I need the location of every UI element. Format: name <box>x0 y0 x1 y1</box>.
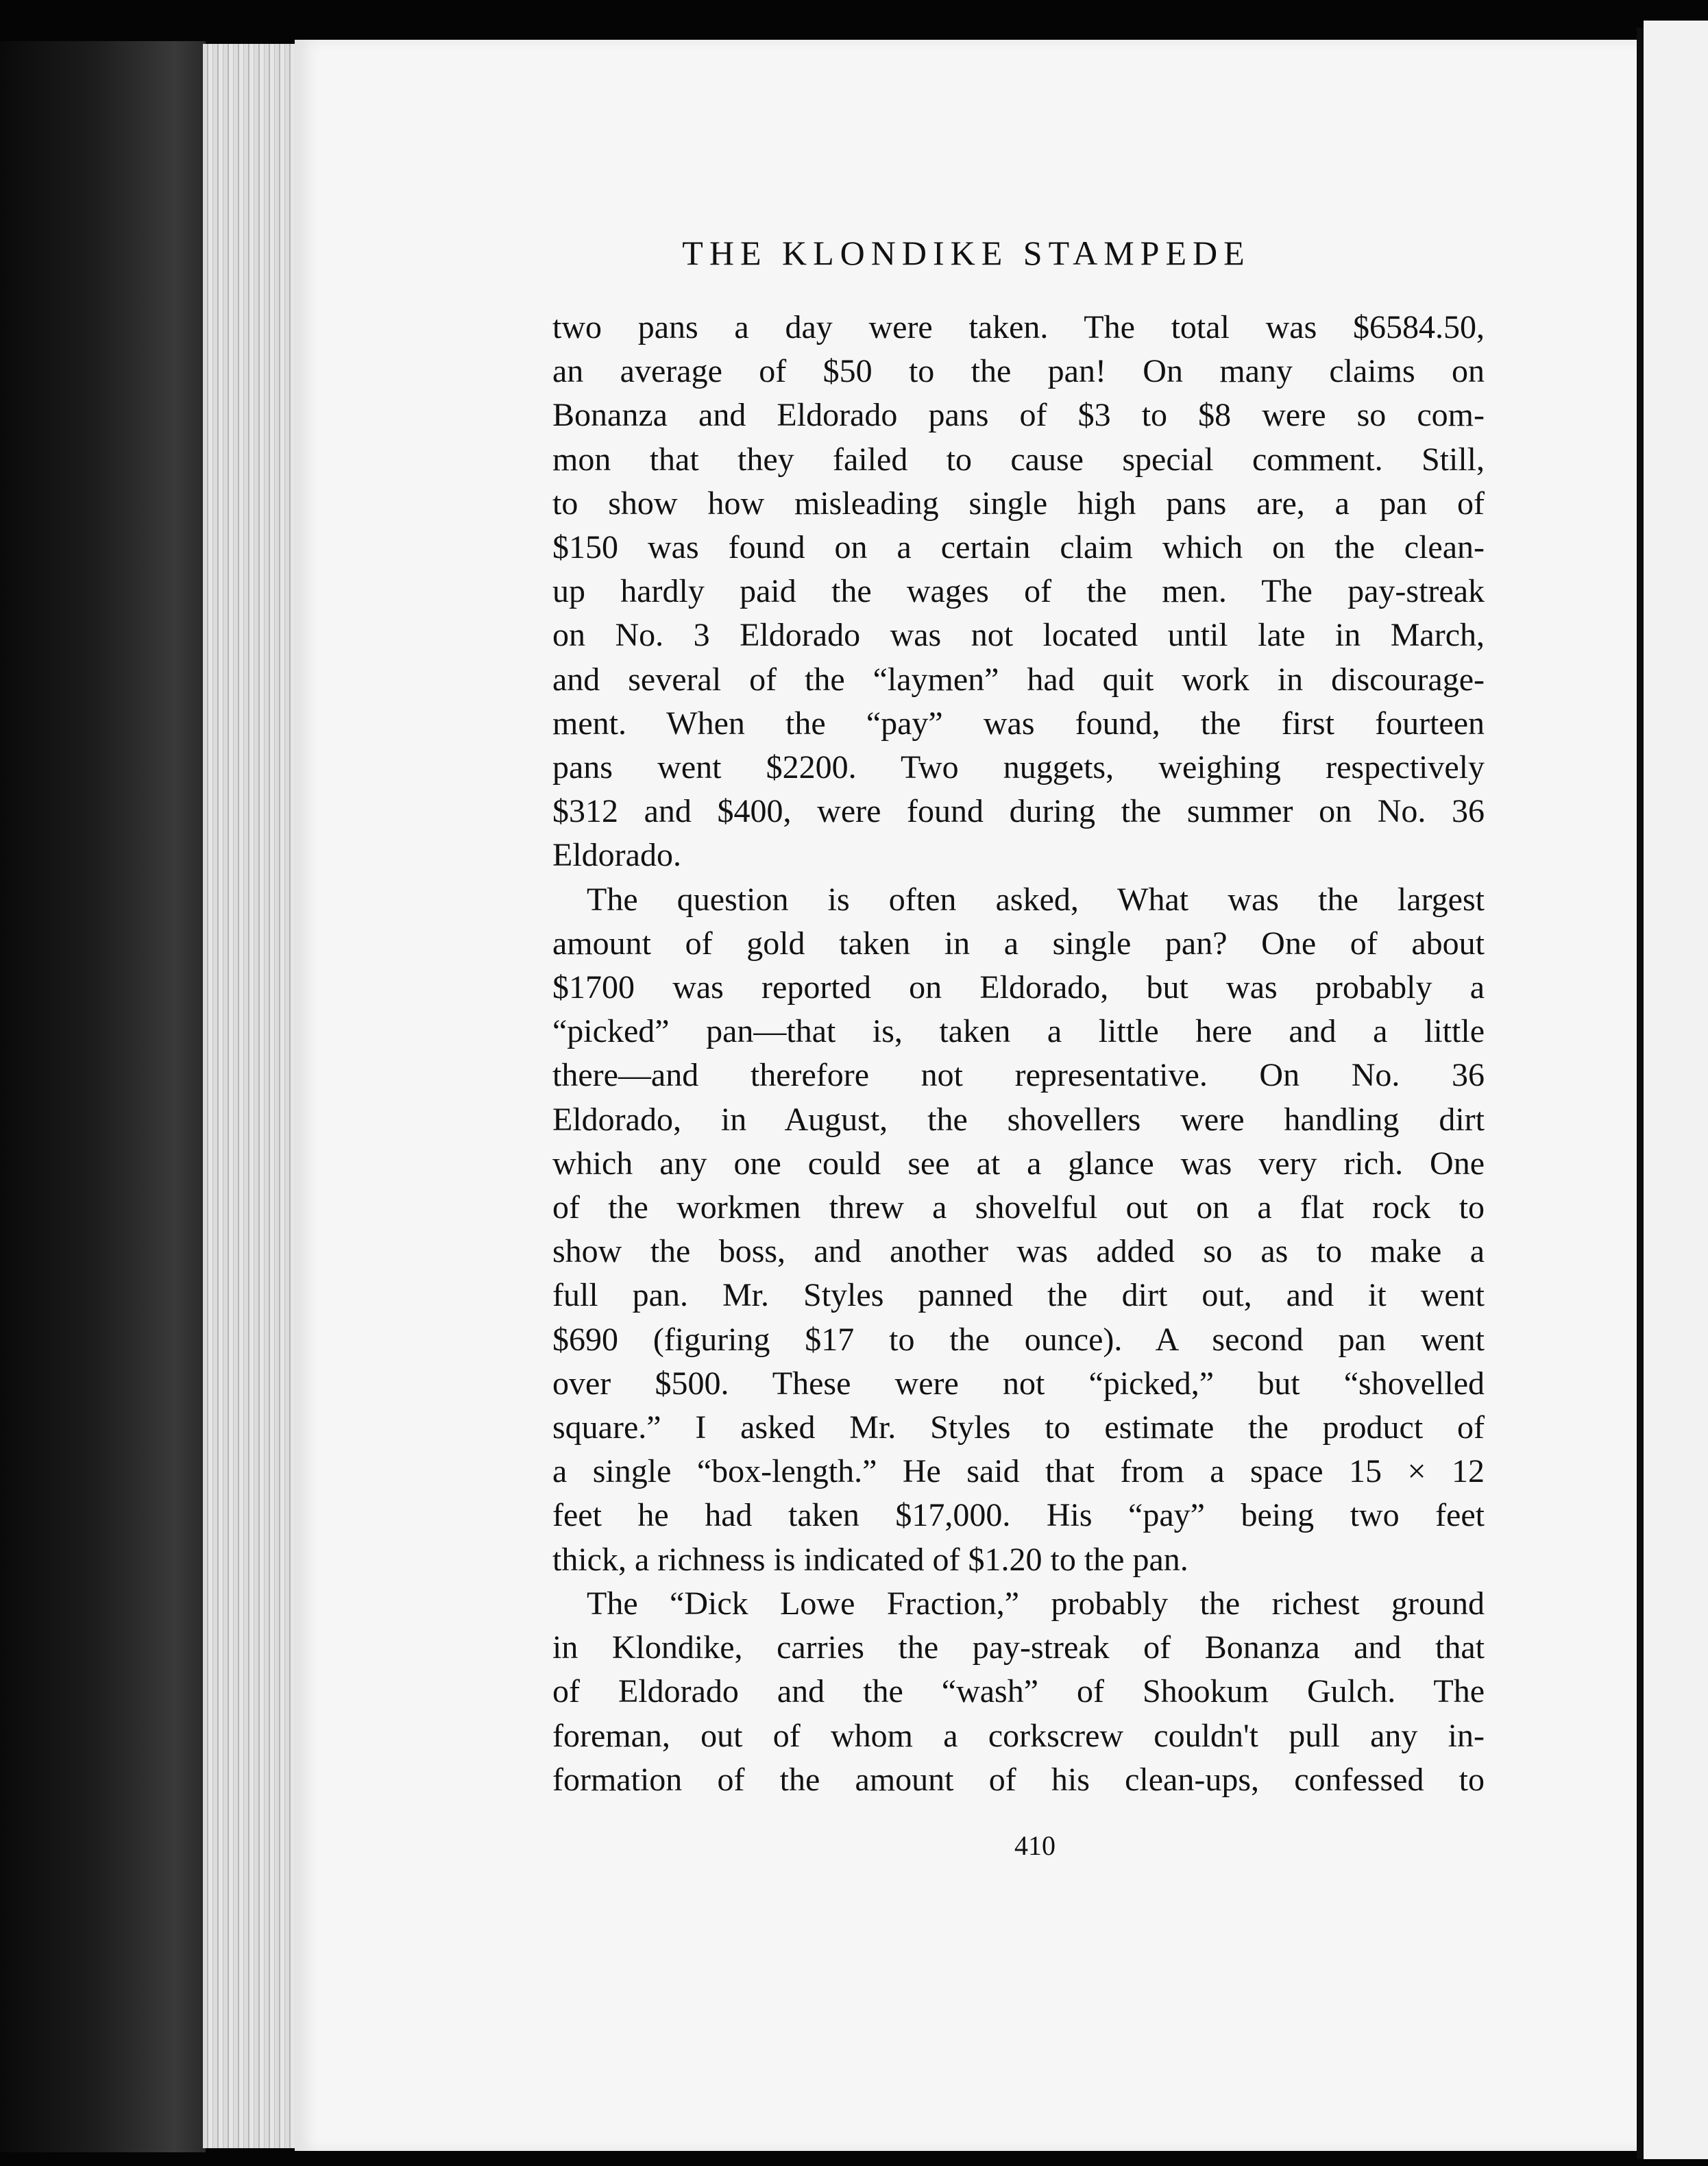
paragraph-3 <box>552 1582 1485 1802</box>
text-line: a single “box-length.” He said that from a space 15 × 12 <box>552 1453 1485 1490</box>
text-line: an average of $50 to the pan! On many claims on <box>552 353 1485 390</box>
paragraph-2 <box>552 878 1485 1582</box>
text-line: over $500. These were not “picked,” but “shovelled <box>552 1365 1485 1402</box>
text-line: in Klondike, carries the pay-streak of Bonanza and that <box>552 1629 1485 1666</box>
text-line: $312 and $400, were found during the summer on No. 36 <box>552 793 1485 830</box>
text-line: Eldorado. <box>552 837 681 874</box>
running-header: THE KLONDIKE STAMPEDE <box>682 234 1251 272</box>
paragraph-1 <box>552 306 1485 878</box>
book-spine <box>0 41 206 2152</box>
text-line: feet he had taken $17,000. His “pay” being two feet <box>552 1497 1485 1534</box>
text-line: there—and therefore not representative. On No. 36 <box>552 1057 1485 1094</box>
text-line: to show how misleading single high pans are, a pan of <box>552 485 1485 522</box>
text-line: two pans a day were taken. The total was $6584.50, <box>552 309 1485 345</box>
text-line: and several of the “laymen” had quit work in discourage- <box>552 661 1485 698</box>
page-edges <box>203 44 296 2148</box>
text-line: The question is often asked, What was the largest <box>587 881 1485 918</box>
text-line: $150 was found on a certain claim which on the clean- <box>552 529 1485 566</box>
text-line: The “Dick Lowe Fraction,” probably the richest ground <box>587 1585 1485 1622</box>
text-line: foreman, out of whom a corkscrew couldn't pull any in- <box>552 1717 1485 1754</box>
facing-page <box>1644 21 1708 2159</box>
text-line: of the workmen threw a shovelful out on a flat rock to <box>552 1189 1485 1226</box>
text-line: which any one could see at a glance was very rich. One <box>552 1145 1485 1182</box>
text-line: amount of gold taken in a single pan? One of about <box>552 925 1485 962</box>
text-line: thick, a richness is indicated of $1.20 to the pan. <box>552 1541 1188 1578</box>
text-line: full pan. Mr. Styles panned the dirt out, and it went <box>552 1277 1485 1314</box>
text-line: pans went $2200. Two nuggets, weighing respectively <box>552 749 1485 786</box>
text-line: show the boss, and another was added so as to make a <box>552 1233 1485 1270</box>
page-number: 410 <box>1014 1830 1056 1861</box>
text-line: Eldorado, in August, the shovellers were handling dirt <box>552 1101 1485 1138</box>
text-line: $690 (figuring $17 to the ounce). A second pan went <box>552 1321 1485 1358</box>
text-line: mon that they failed to cause special comment. Still, <box>552 441 1485 478</box>
text-line: “picked” pan—that is, taken a little here and a little <box>552 1013 1485 1050</box>
text-line: square.” I asked Mr. Styles to estimate the product of <box>552 1409 1485 1446</box>
text-line: $1700 was reported on Eldorado, but was probably a <box>552 969 1485 1006</box>
text-line: of Eldorado and the “wash” of Shookum Gulch. The <box>552 1673 1485 1710</box>
text-line: ment. When the “pay” was found, the first fourteen <box>552 705 1485 742</box>
text-line: up hardly paid the wages of the men. The pay-streak <box>552 573 1485 610</box>
text-line: Bonanza and Eldorado pans of $3 to $8 were so com- <box>552 397 1485 434</box>
text-line: formation of the amount of his clean-ups, confessed to <box>552 1761 1485 1798</box>
body-text <box>552 306 1485 1802</box>
page-gutter <box>1637 27 1644 2159</box>
text-line: on No. 3 Eldorado was not located until late in March, <box>552 617 1485 654</box>
